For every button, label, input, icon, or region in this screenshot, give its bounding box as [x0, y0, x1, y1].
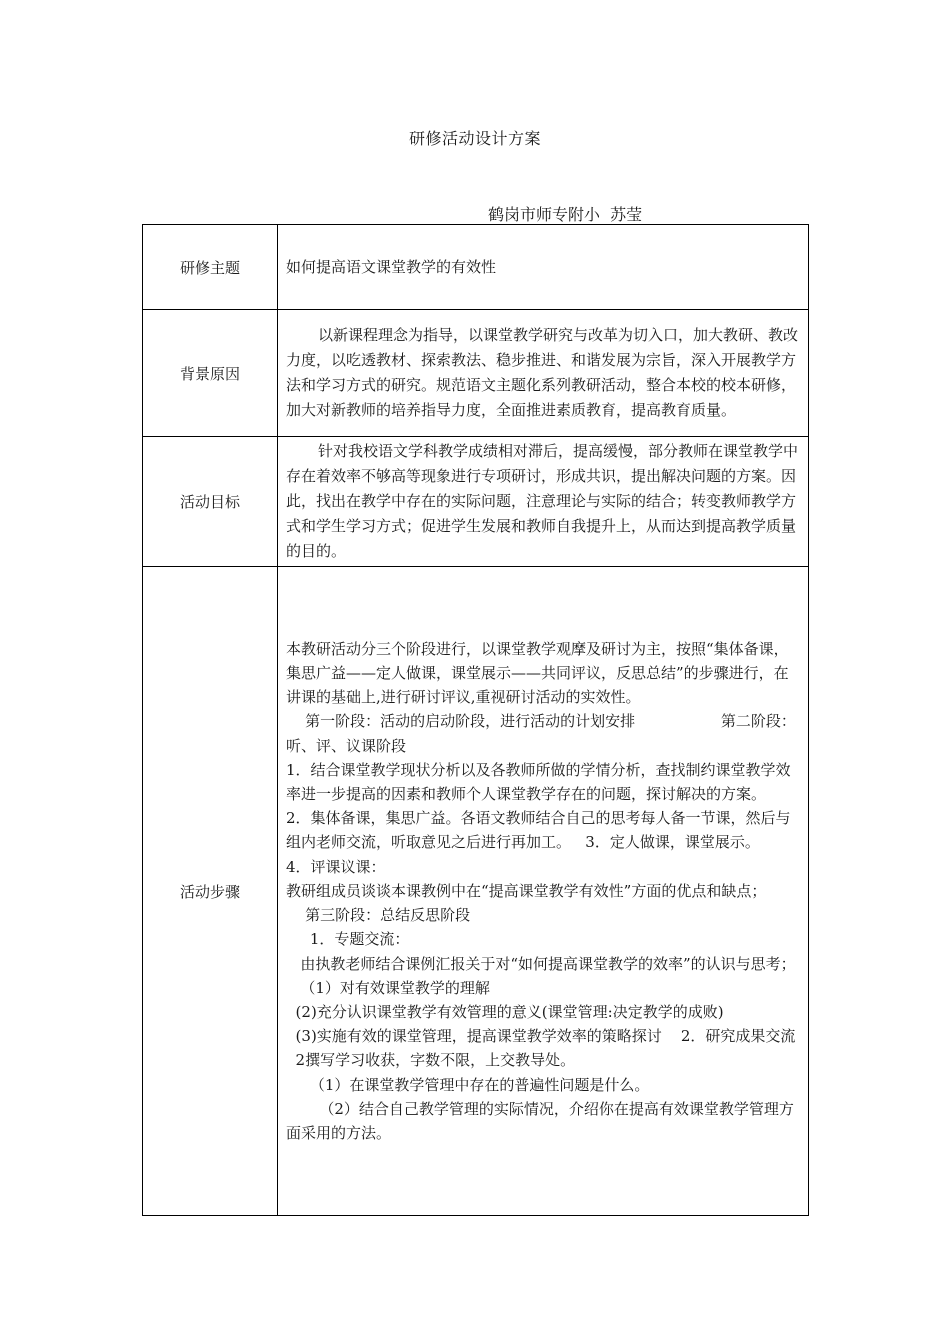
steps-line: 4．评课议课： [286, 857, 386, 876]
background-text: 以新课程理念为指导，以课堂教学研究与改革为切入口，加大教研、教改力度，以吃透教材、探索教法、稳步推进、和谐发展为宗旨，深入开展教学方法和学习方式的研究。规范语文主题化系列教研活动，整合本校的校本研修，加大对新教师的培养指导力度，全面推进素质教育，提高教育质量。 [286, 326, 799, 419]
steps-line: 第一阶段：活动的启动阶段，进行活动的计划安排 第二阶段：听、评、议课阶段 [286, 712, 796, 755]
row-label-background: 背景原因 [143, 310, 278, 437]
steps-line: 由执教老师结合课例汇报关于对“如何提高课堂教学的效率”的认识与思考； [286, 954, 796, 973]
steps-line: 1．结合课堂教学现状分析以及各教师所做的学情分析，查找制约课堂教学效率进一步提高的因素和教师个人课堂教学存在的问题，探讨解决的方案。 [286, 760, 791, 804]
steps-line: （1）对有效课堂教学的理解 [286, 978, 490, 997]
topic-text: 如何提高语文课堂教学的有效性 [278, 225, 809, 310]
steps-line: 教研组成员谈谈本课教例中在“提高课堂教学有效性”方面的优点和缺点； [286, 881, 767, 900]
table-row-background [143, 310, 809, 437]
steps-line: 2．集体备课，集思广益。各语文教师结合自己的思考每人备一节课，然后与组内老师交流，听取意见之后进行再加工。 3．定人做课，课堂展示。 [286, 809, 791, 852]
document-title: 研修活动设计方案 [408, 129, 541, 148]
background-cell [278, 310, 809, 437]
steps-line: (2)充分认识课堂教学有效管理的意义(课堂管理:决定教学的成败) [286, 1002, 724, 1021]
steps-line: 本教研活动分三个阶段进行，以课堂教学观摩及研讨为主，按照“集体备课，集思广益——定人做课，课堂展示——共同评议，反思总结”的步骤进行，在讲课的基础上,进行研讨评议,重视研讨活动的实效性。 [286, 639, 789, 707]
goal-cell [278, 437, 809, 567]
steps-line: （1）在课堂教学管理中存在的普遍性问题是什么。 [286, 1075, 650, 1094]
table-row-goal [143, 437, 809, 567]
steps-line: 2撰写学习收获，字数不限，上交教导处。 [286, 1051, 576, 1070]
plan-table [142, 224, 809, 1216]
row-label-steps: 活动步骤 [143, 567, 278, 1216]
steps-cell [278, 567, 809, 1216]
table-row-steps [143, 567, 809, 1216]
goal-text: 针对我校语文学科教学成绩相对滞后，提高缓慢，部分教师在课堂教学中存在着效率不够高等现象进行专项研讨，形成共识，提出解决问题的方案。因此，找出在教学中存在的实际问题，注意理论与实际的结合；转变教师教学方式和学生学习方式；促进学生发展和教师自我提升上，从而达到提高教学质量的目的。 [286, 442, 799, 560]
steps-line: （2）结合自己教学管理的实际情况，介绍你在提高有效课堂教学管理方面采用的方法。 [286, 1099, 794, 1142]
row-label-goal: 活动目标 [143, 437, 278, 567]
author-line: 鹤岗市师专附小 苏莹 [488, 205, 643, 224]
steps-line: 第三阶段：总结反思阶段 [286, 906, 471, 925]
steps-line: 1．专题交流： [286, 930, 410, 949]
row-label-topic: 研修主题 [143, 225, 278, 310]
table-row-topic [143, 225, 809, 310]
steps-line: (3)实施有效的课堂管理，提高课堂教学效率的策略探讨 2．研究成果交流 [286, 1027, 796, 1046]
